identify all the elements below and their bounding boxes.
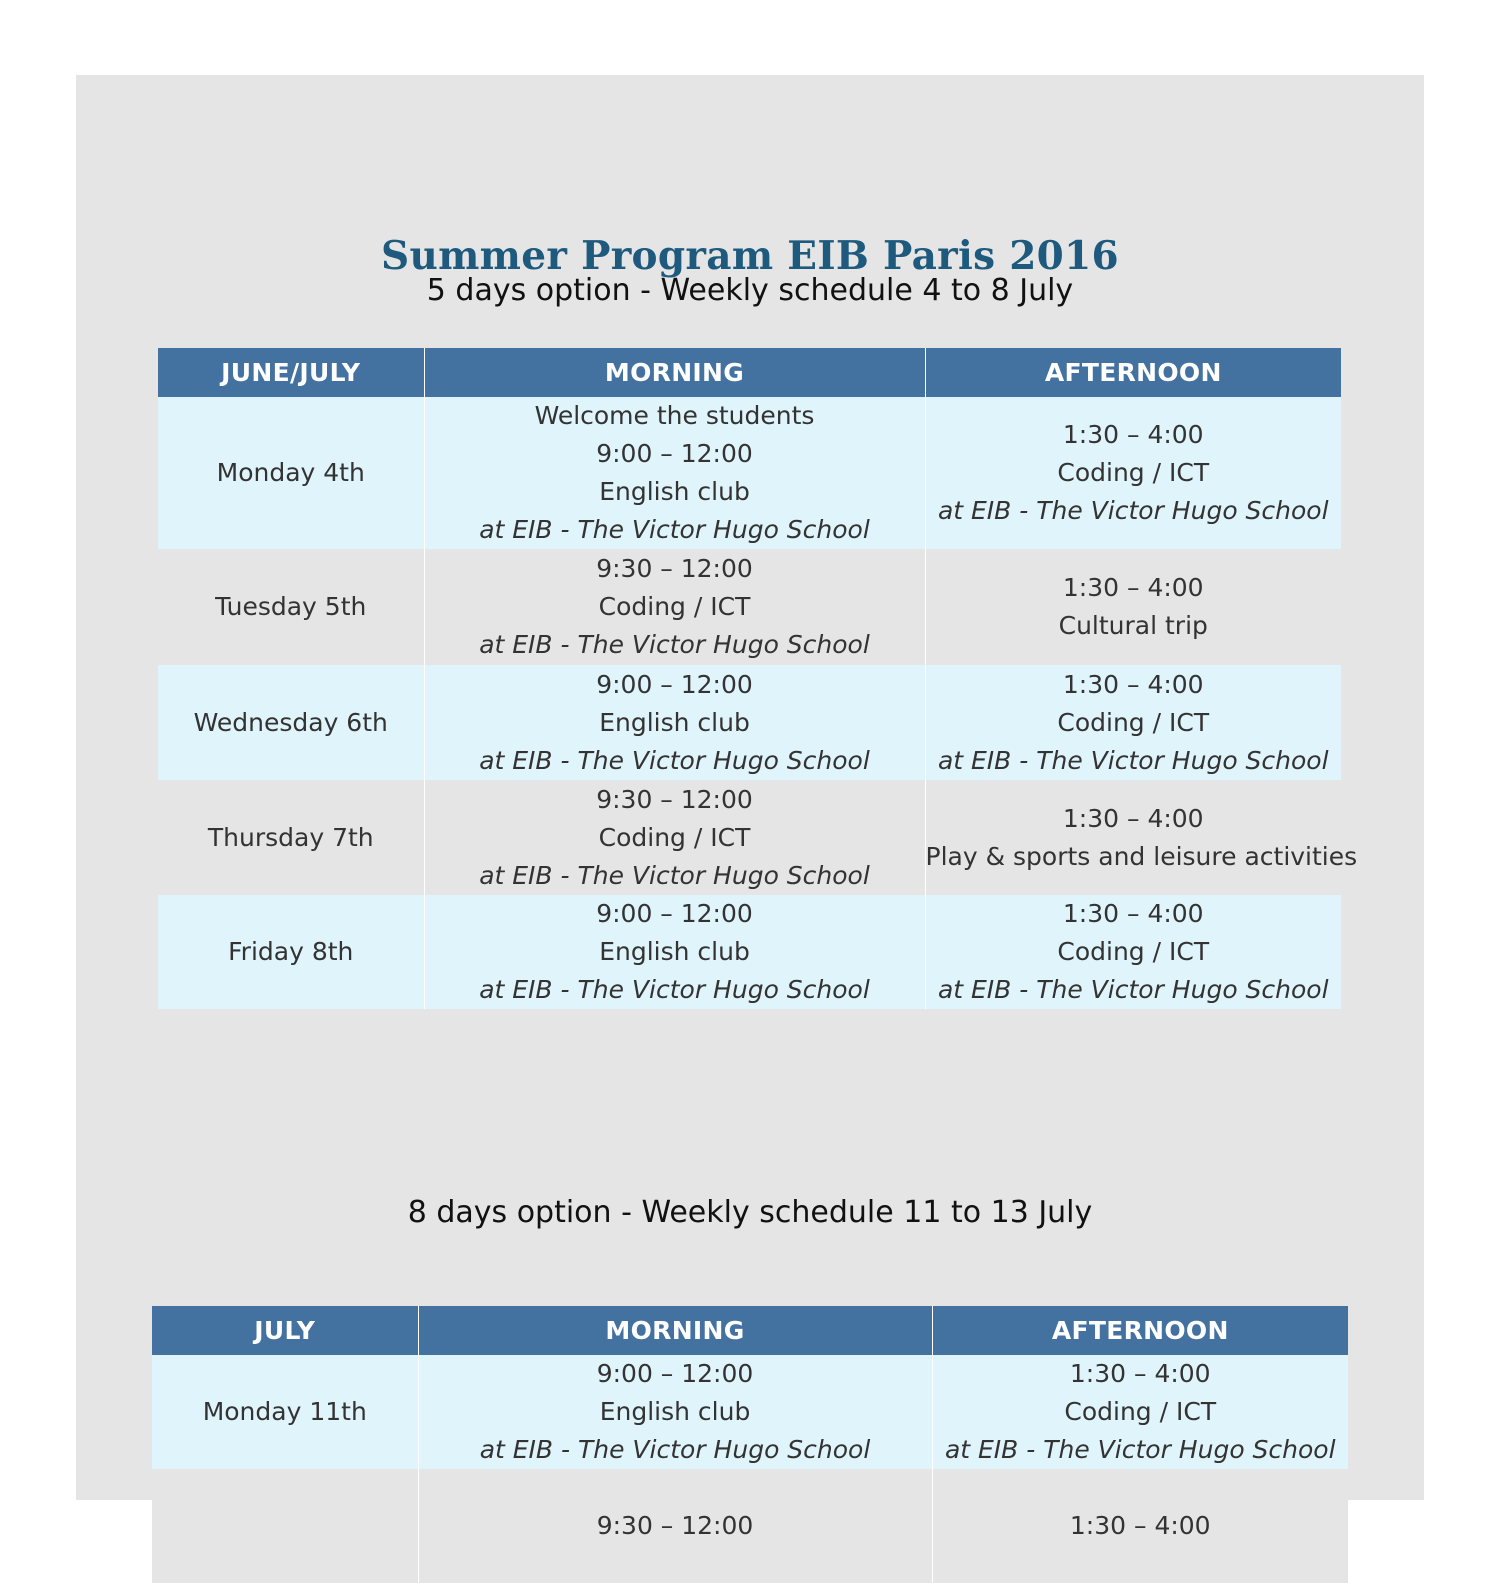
document-page	[76, 75, 1424, 1540]
morning-line: at EIB - The Victor Hugo School	[479, 1435, 871, 1464]
morning-line: Coding / ICT	[598, 822, 751, 852]
afternoon-cell	[932, 1355, 1348, 1469]
morning-line: English club	[599, 477, 750, 506]
morning-cell	[418, 1469, 932, 1583]
table-row	[152, 1355, 1348, 1469]
afternoon-cell	[925, 895, 1341, 1009]
day-cell: Tuesday 5th	[158, 549, 424, 665]
table1-caption: 5 days option - Weekly schedule 4 to 8 July	[426, 273, 1074, 308]
table-row	[158, 895, 1341, 1009]
morning-cell	[424, 780, 925, 895]
morning-line: 9:00 – 12:00	[596, 1359, 754, 1388]
morning-line: 9:30 – 12:00	[596, 554, 753, 583]
table-header-row	[152, 1306, 1348, 1355]
morning-line: 9:30 – 12:00	[596, 1511, 754, 1540]
morning-line: at EIB - The Victor Hugo School	[479, 630, 870, 659]
day-cell: Wednesday 6th	[158, 665, 424, 780]
morning-line: Coding / ICT	[598, 592, 751, 621]
afternoon-line: 1:30 – 4:00	[1069, 1359, 1211, 1388]
table-row	[158, 397, 1341, 549]
afternoon-line: 1:30 – 4:00	[1069, 1511, 1211, 1540]
header-morning: MORNING	[424, 348, 925, 397]
afternoon-cell	[925, 780, 1358, 895]
header-afternoon: AFTERNOON	[932, 1306, 1348, 1355]
morning-cell	[424, 397, 925, 549]
afternoon-line: at EIB - The Victor Hugo School	[944, 1435, 1336, 1464]
afternoon-line: at EIB - The Victor Hugo School	[937, 496, 1329, 525]
morning-cell	[424, 665, 925, 780]
table2-caption: 8 days option - Weekly schedule 11 to 13 July	[407, 1195, 1093, 1230]
afternoon-line: Coding / ICT	[1057, 707, 1210, 737]
morning-line: at EIB - The Victor Hugo School	[479, 975, 870, 1004]
afternoon-cell	[925, 549, 1341, 665]
header-morning: MORNING	[418, 1306, 932, 1355]
afternoon-line: Play & sports and leisure activities	[925, 841, 1358, 871]
morning-cell	[418, 1355, 932, 1469]
table-row	[158, 665, 1341, 780]
afternoon-cell	[925, 397, 1341, 549]
afternoon-line: 1:30 – 4:00	[1062, 420, 1204, 449]
page-title: Summer Program EIB Paris 2016	[380, 233, 1119, 279]
table-row	[158, 549, 1341, 665]
afternoon-cell	[932, 1469, 1348, 1583]
afternoon-line: at EIB - The Victor Hugo School	[937, 745, 1329, 775]
morning-cell	[424, 549, 925, 665]
table-header-row	[158, 348, 1341, 397]
afternoon-line: 1:30 – 4:00	[1062, 669, 1204, 699]
day-cell: Friday 8th	[158, 895, 424, 1009]
morning-line: at EIB - The Victor Hugo School	[479, 745, 870, 775]
morning-line: 9:00 – 12:00	[596, 899, 753, 928]
header-afternoon: AFTERNOON	[925, 348, 1341, 397]
header-day: JUNE/JULY	[158, 348, 424, 397]
table-row	[158, 780, 1341, 895]
afternoon-line: Cultural trip	[1058, 611, 1208, 640]
afternoon-line: at EIB - The Victor Hugo School	[937, 975, 1329, 1004]
afternoon-line: 1:30 – 4:00	[1062, 899, 1204, 928]
morning-line: 9:30 – 12:00	[596, 784, 753, 814]
day-cell: Monday 4th	[158, 397, 424, 549]
day-cell	[152, 1469, 418, 1583]
schedule-table-2	[152, 1306, 1348, 1583]
schedule-table-1	[158, 348, 1358, 1009]
morning-line: at EIB - The Victor Hugo School	[479, 860, 870, 890]
afternoon-cell	[925, 665, 1341, 780]
morning-line: English club	[599, 937, 750, 966]
afternoon-line: 1:30 – 4:00	[1062, 573, 1204, 602]
table-row	[152, 1469, 1348, 1583]
afternoon-line: Coding / ICT	[1057, 458, 1210, 487]
afternoon-line: 1:30 – 4:00	[1062, 803, 1204, 833]
day-cell: Thursday 7th	[158, 780, 424, 895]
morning-cell	[424, 895, 925, 1009]
morning-line: Welcome the students	[534, 401, 815, 430]
afternoon-line: Coding / ICT	[1057, 937, 1210, 966]
day-cell: Monday 11th	[152, 1355, 418, 1469]
morning-line: 9:00 – 12:00	[596, 439, 753, 468]
morning-line: 9:00 – 12:00	[596, 669, 753, 699]
morning-line: English club	[599, 1397, 751, 1426]
header-day: JULY	[152, 1306, 418, 1355]
afternoon-line: Coding / ICT	[1064, 1397, 1217, 1426]
morning-line: at EIB - The Victor Hugo School	[479, 515, 870, 544]
morning-line: English club	[599, 707, 750, 737]
